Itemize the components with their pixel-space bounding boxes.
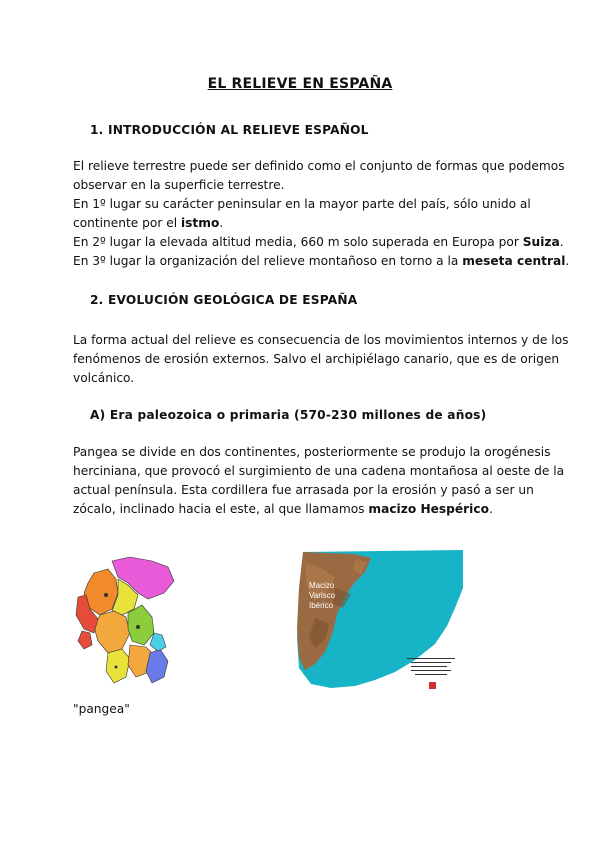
- paleozoic-line-1: Pangea se divide en dos continentes, posteriormente se produjo la orogénesis: [73, 445, 551, 459]
- macizo-hesperico-term: macizo Hespérico: [368, 502, 489, 516]
- evolution-line-1: La forma actual del relieve es consecuencia de los movimientos internos y de los: [73, 333, 569, 347]
- iberian-massif-map: [295, 548, 465, 690]
- paleozoic-line-4: zócalo, inclinado hacia el este, al que llamamos macizo Hespérico.: [73, 502, 493, 516]
- intro-line-2: observar en la superficie terrestre.: [73, 178, 285, 192]
- section-2-heading: 2. EVOLUCIÓN GEOLÓGICA DE ESPAÑA: [90, 293, 358, 307]
- meseta-term: meseta central: [462, 254, 566, 268]
- pangea-caption: "pangea": [73, 702, 130, 716]
- intro-line-1: El relieve terrestre puede ser definido como el conjunto de formas que podemos: [73, 159, 565, 173]
- section-1-body: [73, 157, 570, 271]
- subsection-a-heading: A) Era paleozoica o primaria (570-230 millones de años): [90, 408, 487, 422]
- section-2-body: [73, 331, 569, 388]
- map-label-line-2: Varisco: [309, 591, 336, 600]
- istmo-term: istmo: [180, 216, 220, 230]
- map-label-line-1: Macizo: [309, 581, 335, 590]
- intro-line-3: En 1º lugar su carácter peninsular en la mayor parte del país, sólo unido al: [73, 197, 531, 211]
- subsection-a-body: [73, 443, 565, 519]
- map-label-line-3: Ibérico: [309, 601, 334, 610]
- suiza-term: Suiza: [522, 235, 560, 249]
- intro-line-5: En 2º lugar la elevada altitud media, 660 m solo superada en Europa por Suiza.: [73, 235, 564, 249]
- pangea-image: [72, 553, 182, 695]
- evolution-line-3: volcánico.: [73, 371, 135, 385]
- section-1-heading: 1. INTRODUCCIÓN AL RELIEVE ESPAÑOL: [90, 123, 369, 137]
- intro-line-6: En 3º lugar la organización del relieve montañoso en torno a la meseta central.: [73, 254, 570, 268]
- evolution-line-2: fenómenos de erosión externos. Salvo el archipiélago canario, que es de origen: [73, 352, 560, 366]
- paleozoic-line-2: herciniana, que provocó el surgimiento de una cadena montañosa al oeste de la: [73, 464, 565, 478]
- page-title: EL RELIEVE EN ESPAÑA: [207, 76, 393, 92]
- paleozoic-line-3: actual península. Esta cordillera fue arrasada por la erosión y pasó a ser un: [73, 483, 534, 497]
- map-logo-icon: [429, 682, 436, 689]
- intro-line-4: continente por el istmo.: [73, 216, 224, 230]
